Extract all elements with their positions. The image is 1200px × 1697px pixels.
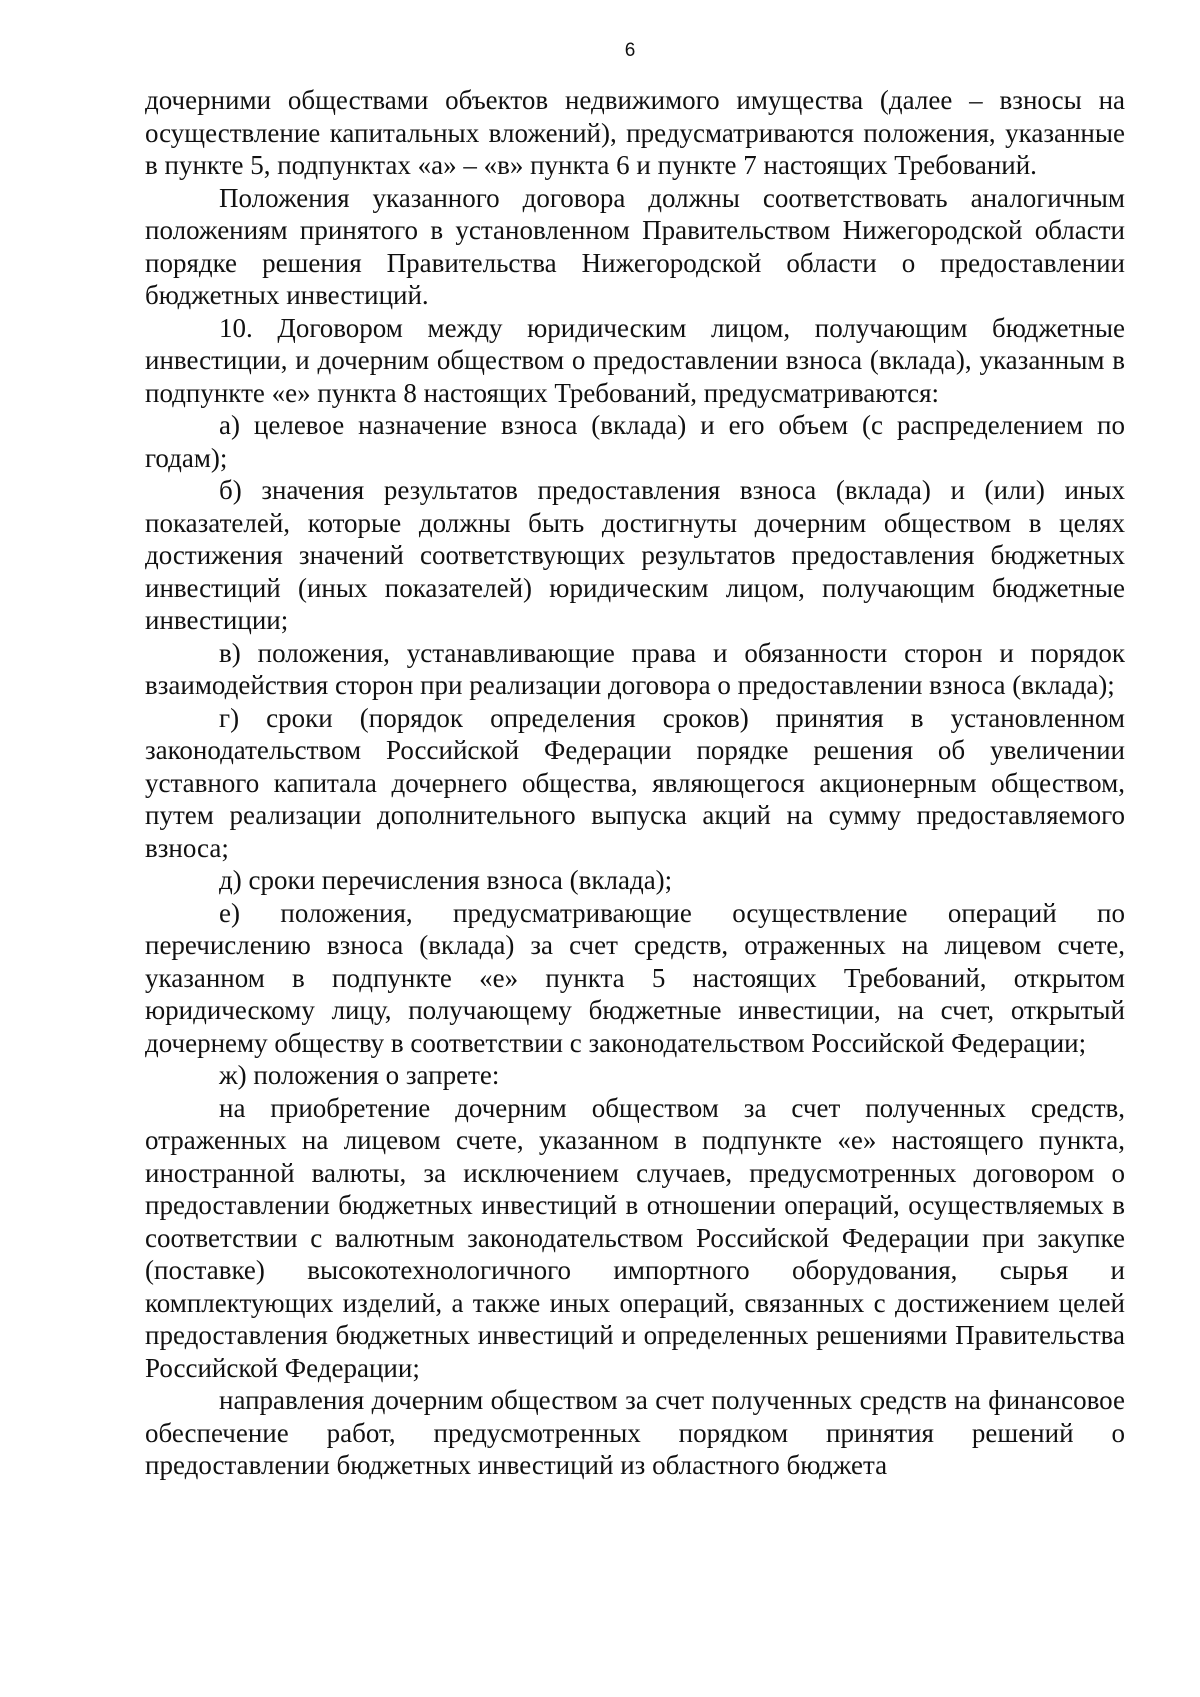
subitem-e: е) положения, предусматривающие осуществление операций по перечислению взноса (вклада) за счет средств, отраженных на лицевом счете, указанном в подпункте «е» пункта 5 настоящих Требований, открытом юридическому лицу, получающему бюджетные инвестиции, на счет, открытый дочернему обществу в соответствии с законодательством Российской Федерации; [145, 897, 1125, 1058]
subitem-d: д) сроки перечисления взноса (вклада); [219, 865, 673, 895]
document-body [145, 84, 1125, 1482]
subitem-zh: ж) положения о запрете: [219, 1060, 500, 1090]
paragraph-continuation: дочерними обществами объектов недвижимого имущества (далее – взносы на осуществление капитальных вложений), предусматриваются положения, указанные в пункте 5, подпунктах «а» – «в» пункта 6 и пункте 7 настоящих Требований. [145, 85, 1125, 180]
paragraph-item-10: 10. Договором между юридическим лицом, получающим бюджетные инвестиции, и дочерним обществом о предоставлении взноса (вклада), указанным в подпункте «е» пункта 8 настоящих Требований, предусматриваются: [145, 312, 1125, 408]
subitem-v: в) положения, устанавливающие права и обязанности сторон и порядок взаимодействия сторон при реализации договора о предоставлении взноса (вклада); [145, 637, 1125, 700]
subitem-g: г) сроки (порядок определения сроков) принятия в установленном законодательством Российской Федерации порядке решения об увеличении уставного капитала дочернего общества, являющегося акционерным обществом, путем реализации дополнительного выпуска акций на сумму предоставляемого взноса; [145, 702, 1125, 863]
prohibition-funds-direction: направления дочерним обществом за счет полученных средств на финансовое обеспечение работ, предусмотренных порядком принятия решений о предоставлении бюджетных инвестиций из областного бюджета [145, 1385, 1125, 1480]
page-number: 6 [624, 40, 636, 61]
paragraph-agreement-provisions: Положения указанного договора должны соответствовать аналогичным положениям принятого в установленном Правительством Нижегородской области порядке решения Правительства Нижегородской области о предоставлении бюджетных инвестиций. [145, 182, 1125, 310]
subitem-a: а) целевое назначение взноса (вклада) и его объем (с распределением по годам); [145, 410, 1125, 473]
prohibition-currency-purchase: на приобретение дочерним обществом за счет полученных средств, отраженных на лицевом счете, указанном в подпункте «е» настоящего пункта, иностранной валюты, за исключением случаев, предусмотренных договором о предоставлении бюджетных инвестиций в отношении операций, осуществляемых в соответствии с валютным законодательством Российской Федерации при закупке (поставке) высокотехнологичного импортного оборудования, сырья и комплектующих изделий, а также иных операций, связанных с достижением целей предоставления бюджетных инвестиций и определенных решениями Правительства Российской Федерации; [145, 1092, 1125, 1383]
subitem-b: б) значения результатов предоставления взноса (вклада) и (или) иных показателей, которые должны быть достигнуты дочерним обществом в целях достижения значений соответствующих результатов предоставления бюджетных инвестиций (иных показателей) юридическим лицом, получающим бюджетные инвестиции; [145, 475, 1125, 635]
